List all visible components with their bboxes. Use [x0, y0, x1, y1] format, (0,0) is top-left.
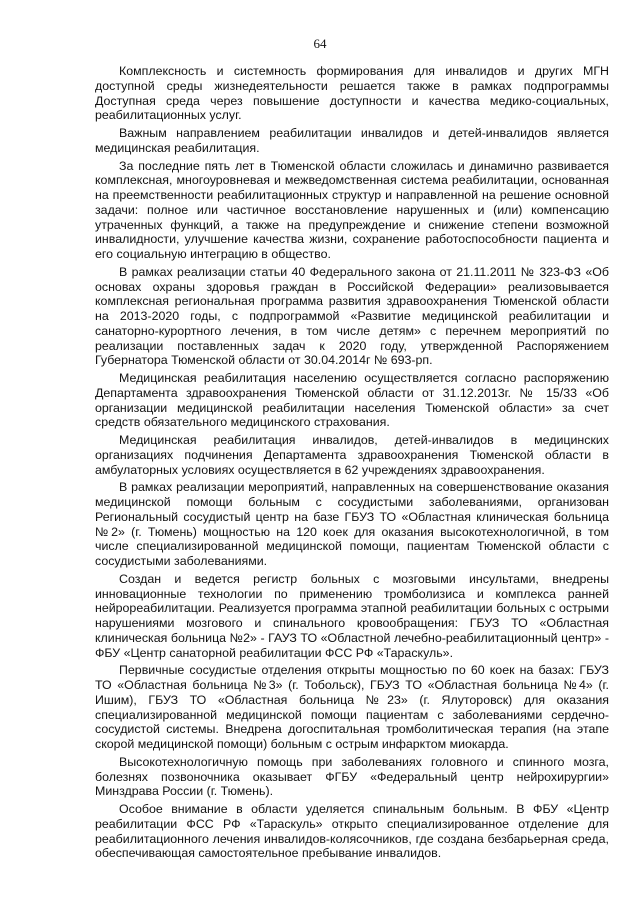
paragraph-9: Первичные сосудистые отделения открыты мощностью по 60 коек на базах: ГБУЗ ТО «Областная больница №3» (г. Тобольск), ГБУЗ ТО «Областная больница №4» (г. Ишим), ГБУЗ ТО «Областная больница №23» (г. Ялуторовск) для оказания специализированной медицинской помощи пациентам с заболеваниями сердечно-сосудистой системы. Внедрена догоспитальная тромболитическая терапия (на этапе скорой медицинской помощи) больным с острым инфарктом миокарда.: [95, 663, 609, 751]
body-text: [95, 64, 609, 864]
paragraph-5: Медицинская реабилитация населению осуществляется согласно распоряжению Департамента здравоохранения Тюменской области от 31.12.2013г. № 15/33 «Об организации медицинской реабилитации населения Тюменской области» за счет средств обязательного медицинского страхования.: [95, 371, 609, 430]
paragraph-1: Комплексность и системность формирования для инвалидов и других МГН доступной среды жизнедеятельности решается также в рамках подпрограммы Доступная среда через повышение доступности и качества медико-социальных, реабилитационных услуг.: [95, 64, 609, 123]
paragraph-7: В рамках реализации мероприятий, направленных на совершенствование оказания медицинской помощи больным с сосудистыми заболеваниями, организован Региональный сосудистый центр на базе ГБУЗ ТО «Областная клиническая больница №2» (г. Тюмень) мощностью на 120 коек для оказания высокотехнологичной, в том числе специализированной медицинской помощи, пациентам Тюменской области с сосудистыми заболеваниями.: [95, 480, 609, 568]
paragraph-4: В рамках реализации статьи 40 Федерального закона от 21.11.2011 № 323-ФЗ «Об основах охраны здоровья граждан в Российской Федерации» реализовывается комплексная региональная программа развития здравоохранения Тюменской области на 2013-2020 годы, с подпрограммой «Развитие медицинской реабилитации и санаторно-курортного лечения, в том числе детям» с перечнем мероприятий по реализации поставленных задач к 2020 году, утвержденной Распоряжением Губернатора Тюменской области от 30.04.2014г № 693-рп.: [95, 264, 609, 368]
paragraph-8: Создан и ведется регистр больных с мозговыми инсультами, внедрены инновационные технологии по применению тромболизиса и комплекса ранней нейрореабилитации. Реализуется программа этапной реабилитации больных с острыми нарушениями мозгового и спинального кровообращения: ГБУЗ ТО «Областная клиническая больница №2» - ГАУЗ ТО «Областной лечебно-реабилитационный центр» - ФБУ «Центр санаторной реабилитации ФСС РФ «Тараскуль».: [95, 571, 609, 660]
paragraph-3: За последние пять лет в Тюменской области сложилась и динамично развивается комплексная, многоуровневая и межведомственная система реабилитации, основанная на преемственности реабилитационных структур и направленной на решение основной задачи: полное или частичное восстановление нарушенных и (или) компенсацию утраченных функций, а также на предупреждение и снижение степени возможной инвалидности, улучшение качества жизни, сохранение работоспособности пациента и его социальную интеграцию в общество.: [95, 158, 609, 261]
paragraph-6: Медицинская реабилитация инвалидов, детей-инвалидов в медицинских организациях подчинения Департамента здравоохранения Тюменской области в амбулаторных условиях осуществляется в 62 учреждениях здравоохранения.: [95, 433, 609, 477]
paragraph-10: Высокотехнологичную помощь при заболеваниях головного и спинного мозга, болезнях позвоночника оказывает ФГБУ «Федеральный центр нейрохирургии» Минздрава России (г. Тюмень).: [95, 754, 609, 799]
paragraph-11: Особое внимание в области уделяется спинальным больным. В ФБУ «Центр реабилитации ФСС РФ «Тараскуль» открыто специализированное отделение для реабилитационного лечения инвалидов-колясочников, где создана безбарьерная среда, обеспечивающая самостоятельное пребывание инвалидов.: [95, 802, 609, 861]
paragraph-2: Важным направлением реабилитации инвалидов и детей-инвалидов является медицинская реабилитация.: [95, 126, 609, 155]
page-number: 64: [313, 36, 327, 51]
